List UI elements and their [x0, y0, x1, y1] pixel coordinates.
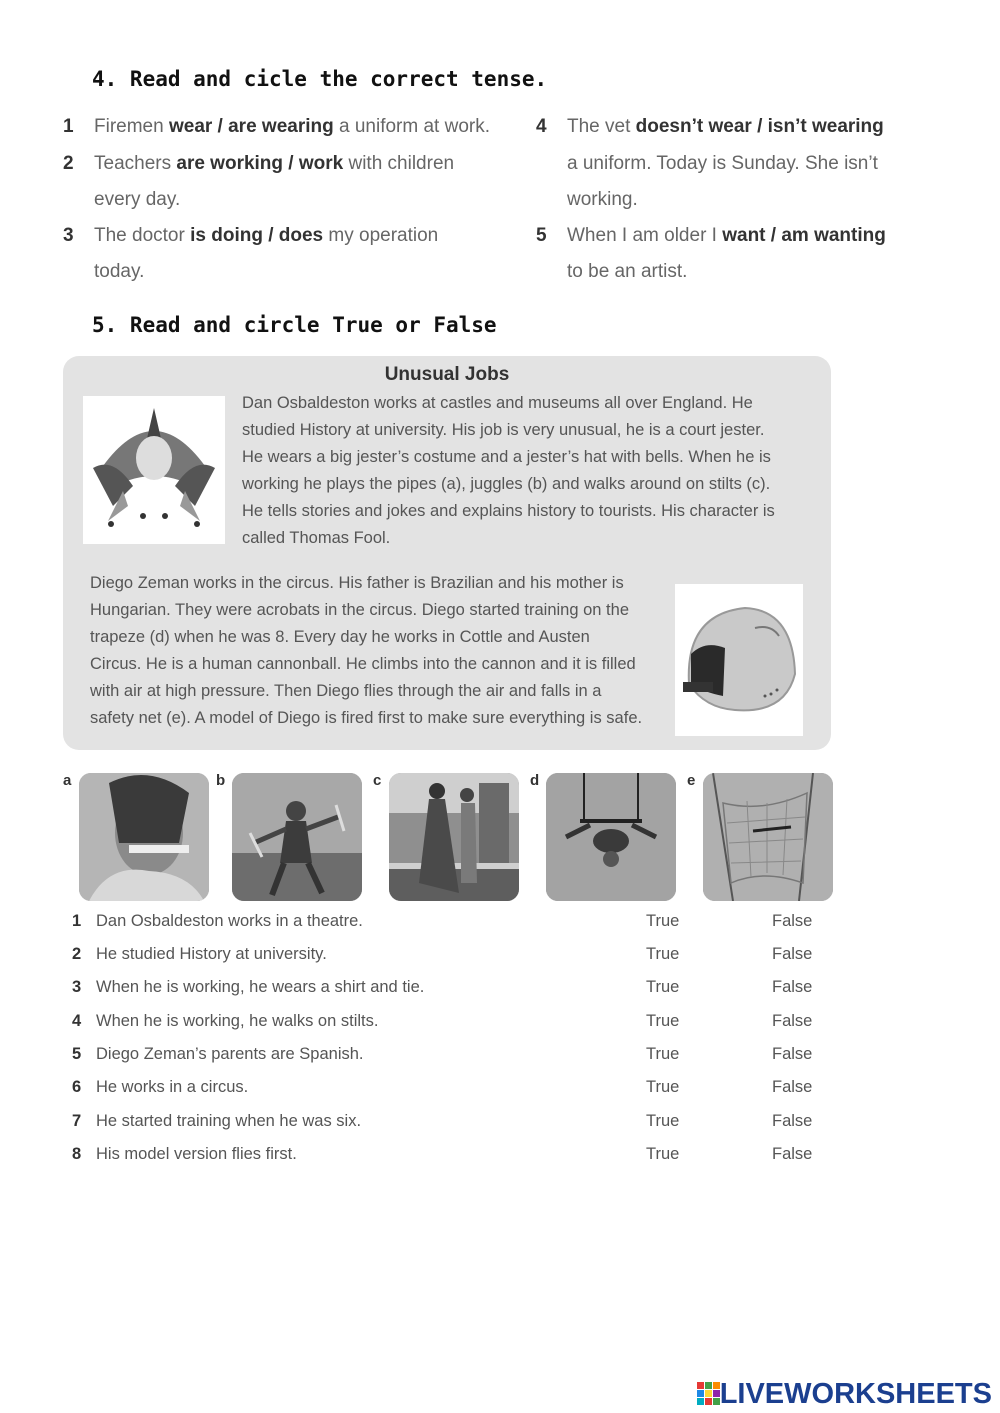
false-option[interactable]: False — [772, 945, 813, 963]
photo-safety-net — [703, 773, 833, 901]
true-option[interactable]: True — [646, 1145, 680, 1163]
photo-label-b: b — [216, 772, 226, 789]
photo-trapeze — [546, 773, 676, 901]
statement-row — [60, 1112, 860, 1145]
statement-row — [60, 945, 860, 978]
statement-number: 7 — [72, 1112, 82, 1130]
statement-text: Dan Osbaldeston works in a theatre. — [96, 912, 363, 930]
photo-juggling — [232, 773, 362, 901]
item-number: 1 — [63, 116, 74, 137]
paragraph-line: He tells stories and jokes and explains history to tourists. His character is — [242, 502, 775, 520]
paragraph-line: Diego Zeman works in the circus. His father is Brazilian and his mother is — [90, 574, 624, 592]
true-option[interactable]: True — [646, 978, 680, 996]
statement-number: 4 — [72, 1012, 82, 1030]
item-text-line: today. — [94, 261, 145, 282]
paragraph-line: He wears a big jester’s costume and a jester’s hat with bells. When he is — [242, 448, 771, 466]
reading-title: Unusual Jobs — [384, 364, 510, 385]
false-option[interactable]: False — [772, 1045, 813, 1063]
true-option[interactable]: True — [646, 912, 680, 930]
photo-label-c: c — [373, 772, 382, 789]
photo-stilts — [389, 773, 519, 901]
photo-label-d: d — [530, 772, 540, 789]
statement-text: He works in a circus. — [96, 1078, 249, 1096]
item-text-line: The vet doesn’t wear / isn’t wearing — [567, 116, 884, 137]
true-option[interactable]: True — [646, 1012, 680, 1030]
statement-number: 1 — [72, 912, 82, 930]
item-number: 5 — [536, 225, 547, 246]
statement-row — [60, 1145, 860, 1178]
helmet-image — [675, 584, 803, 736]
true-option[interactable]: True — [646, 1045, 680, 1063]
false-option[interactable]: False — [772, 978, 813, 996]
statement-number: 6 — [72, 1078, 82, 1096]
statement-text: When he is working, he wears a shirt and tie. — [96, 978, 425, 996]
paragraph-line: studied History at university. His job is very unusual, he is a court jester. — [242, 421, 765, 439]
reading-panel — [63, 356, 831, 750]
paragraph-line: working he plays the pipes (a), juggles (b) and walks around on stilts (c). — [242, 475, 771, 493]
reading-paragraph-1 — [242, 390, 775, 552]
item-number: 3 — [63, 225, 74, 246]
paragraph-line: called Thomas Fool. — [242, 529, 391, 547]
item-text-line: to be an artist. — [567, 261, 688, 282]
item-number: 2 — [63, 153, 74, 174]
statement-text: He studied History at university. — [96, 945, 327, 963]
item-text-line: a uniform. Today is Sunday. She isn’t — [567, 153, 878, 174]
photo-label-e: e — [687, 772, 696, 789]
paragraph-line: Circus. He is a human cannonball. He climbs into the cannon and it is filled — [90, 655, 636, 673]
statement-row — [60, 1045, 860, 1078]
statement-text: Diego Zeman’s parents are Spanish. — [96, 1045, 364, 1063]
true-option[interactable]: True — [646, 1112, 680, 1130]
jester-hat-image — [83, 396, 225, 544]
item-text-line: working. — [567, 189, 638, 210]
exercise5-heading: 5. Read and circle True or False — [92, 313, 497, 337]
false-option[interactable]: False — [772, 1112, 813, 1130]
statement-number: 2 — [72, 945, 82, 963]
false-option[interactable]: False — [772, 1078, 813, 1096]
photo-label-a: a — [63, 772, 72, 789]
paragraph-line: with air at high pressure. Then Diego flies through the air and falls in a — [90, 682, 602, 700]
false-option[interactable]: False — [772, 912, 813, 930]
false-option[interactable]: False — [772, 1012, 813, 1030]
statement-row — [60, 1078, 860, 1111]
statement-text: When he is working, he walks on stilts. — [96, 1012, 379, 1030]
paragraph-line: safety net (e). A model of Diego is fired first to make sure everything is safe. — [90, 709, 643, 727]
item-text: Firemen wear / are wearing a uniform at work. — [94, 116, 490, 137]
item-text-line: When I am older I want / am wanting — [567, 225, 886, 246]
paragraph-line: trapeze (d) when he was 8. Every day he works in Cottle and Austen — [90, 628, 590, 646]
reading-paragraph-2 — [90, 570, 642, 732]
paragraph-line: Hungarian. They were acrobats in the circus. Diego started training on the — [90, 601, 629, 619]
item-text-line: The doctor is doing / does my operation — [94, 225, 439, 246]
liveworksheets-brand[interactable]: LIVEWORKSHEETS — [719, 1378, 992, 1410]
statement-row — [60, 912, 860, 945]
item-text-line: Teachers are working / work with children — [94, 153, 455, 174]
item-number: 4 — [536, 116, 547, 137]
liveworksheets-logo-icon — [697, 1382, 721, 1406]
statement-row — [60, 1012, 860, 1045]
item-text-line: every day. — [94, 189, 181, 210]
exercise4-heading: 4. Read and cicle the correct tense. — [92, 67, 548, 91]
statement-text: His model version flies first. — [96, 1145, 297, 1163]
statement-number: 5 — [72, 1045, 82, 1063]
statement-number: 8 — [72, 1145, 82, 1163]
statement-number: 3 — [72, 978, 82, 996]
false-option[interactable]: False — [772, 1145, 813, 1163]
statement-text: He started training when he was six. — [96, 1112, 362, 1130]
true-option[interactable]: True — [646, 945, 680, 963]
photo-pipes — [79, 773, 209, 901]
statement-row — [60, 978, 860, 1011]
paragraph-line: Dan Osbaldeston works at castles and museums all over England. He — [242, 394, 753, 412]
true-option[interactable]: True — [646, 1078, 680, 1096]
